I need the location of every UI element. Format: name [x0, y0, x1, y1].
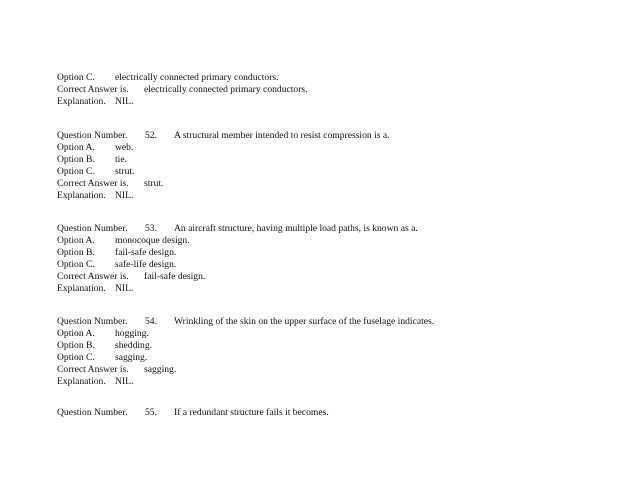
option-label: Option A.	[57, 328, 95, 339]
option-label: Option C.	[57, 72, 95, 83]
option-text: safe-life design.	[115, 259, 177, 270]
correct-answer-line	[57, 84, 308, 96]
explanation-text: NIL.	[115, 190, 134, 201]
correct-answer-label: Correct Answer is.	[57, 271, 129, 282]
option-text: strut.	[115, 166, 135, 177]
explanation-line	[57, 190, 134, 202]
option-text: shedding.	[115, 340, 153, 351]
correct-answer-label: Correct Answer is.	[57, 84, 129, 95]
option-label: Option C.	[57, 259, 95, 270]
explanation-line	[57, 283, 134, 295]
question-label: Question Number.	[57, 316, 128, 327]
correct-answer-label: Correct Answer is.	[57, 364, 129, 375]
question-text: If a redundant structure fails it becomes.	[174, 407, 329, 418]
option-b-line	[57, 247, 177, 259]
question-line	[57, 316, 435, 328]
option-label: Option B.	[57, 340, 95, 351]
correct-answer-text: strut.	[144, 178, 164, 189]
correct-answer-text: sagging.	[144, 364, 177, 375]
question-text: A structural member intended to resist compression is a.	[174, 130, 390, 141]
question-number: 55.	[145, 407, 157, 418]
option-text: web.	[115, 142, 134, 153]
explanation-line	[57, 96, 134, 108]
question-label: Question Number.	[57, 407, 128, 418]
explanation-label: Explanation.	[57, 283, 106, 294]
explanation-label: Explanation.	[57, 376, 106, 387]
correct-answer-label: Correct Answer is.	[57, 178, 129, 189]
question-line	[57, 223, 418, 235]
option-b-line	[57, 340, 153, 352]
correct-answer-line	[57, 178, 164, 190]
correct-answer-line	[57, 364, 177, 376]
question-line	[57, 130, 390, 142]
option-label: Option C.	[57, 352, 95, 363]
option-c-line	[57, 72, 279, 84]
question-label: Question Number.	[57, 130, 128, 141]
explanation-label: Explanation.	[57, 190, 106, 201]
question-line	[57, 407, 329, 419]
explanation-label: Explanation.	[57, 96, 106, 107]
question-number: 54.	[145, 316, 157, 327]
option-text: hogging.	[115, 328, 149, 339]
option-label: Option A.	[57, 235, 95, 246]
option-label: Option C.	[57, 166, 95, 177]
option-a-line	[57, 235, 190, 247]
correct-answer-text: electrically connected primary conductors.	[144, 84, 308, 95]
question-number: 53.	[145, 223, 157, 234]
option-b-line	[57, 154, 127, 166]
option-c-line	[57, 259, 177, 271]
explanation-text: NIL.	[115, 283, 134, 294]
option-c-line	[57, 352, 148, 364]
question-number: 52.	[145, 130, 157, 141]
option-label: Option B.	[57, 154, 95, 165]
option-text: fail-safe design.	[115, 247, 177, 258]
option-label: Option A.	[57, 142, 95, 153]
explanation-text: NIL.	[115, 96, 134, 107]
question-text: An aircraft structure, having multiple load paths, is known as a.	[174, 223, 418, 234]
explanation-text: NIL.	[115, 376, 134, 387]
option-text: monocoque design.	[115, 235, 190, 246]
correct-answer-text: fail-safe design.	[144, 271, 206, 282]
explanation-line	[57, 376, 134, 388]
option-a-line	[57, 142, 134, 154]
option-label: Option B.	[57, 247, 95, 258]
option-text: tie.	[115, 154, 127, 165]
option-c-line	[57, 166, 135, 178]
option-a-line	[57, 328, 149, 340]
option-text: sagging.	[115, 352, 148, 363]
option-text: electrically connected primary conductors.	[115, 72, 279, 83]
question-label: Question Number.	[57, 223, 128, 234]
question-text: Wrinkling of the skin on the upper surface of the fuselage indicates.	[174, 316, 435, 327]
correct-answer-line	[57, 271, 206, 283]
